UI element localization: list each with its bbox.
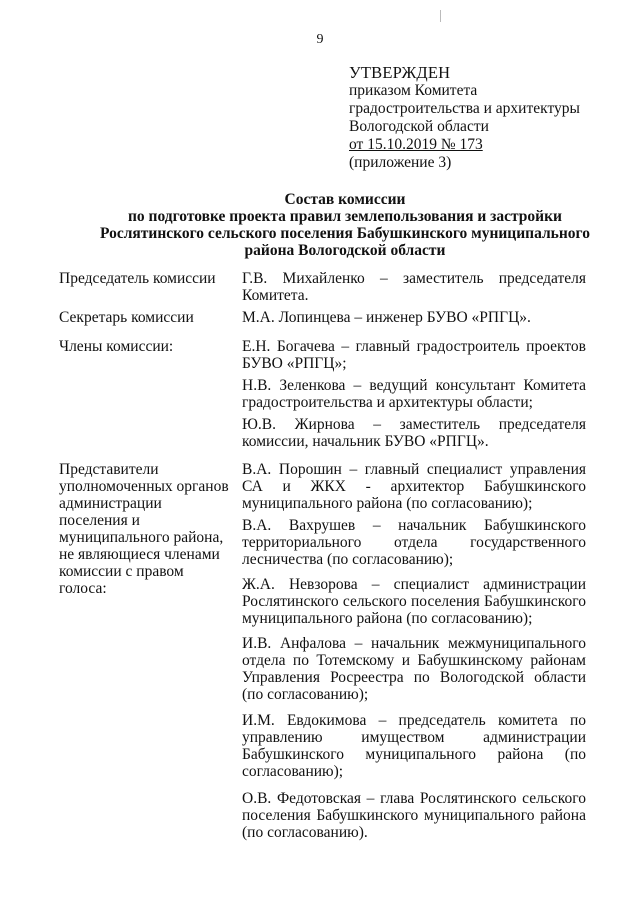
representative-entry: И.В. Анфалова – начальник межмуниципального отдела по Тотемскому и Бабушкинскому районам Управления Росреестра по Вологодской области (по согласованию); xyxy=(242,635,586,703)
representative-entry: В.А. Порошин – главный специалист управления СА и ЖКХ - архитектор Бабушкинского муниципального района (по согласованию); xyxy=(242,461,586,512)
representatives-role-line: администрации xyxy=(59,495,162,512)
chairman-role: Председатель комиссии xyxy=(59,270,216,287)
approval-line: градостроительства и архитектуры xyxy=(349,100,580,117)
secretary-role: Секретарь комиссии xyxy=(59,309,194,326)
approval-order-date-number: от 15.10.2019 № 173 xyxy=(349,136,483,153)
approval-line: приказом Комитета xyxy=(349,82,478,99)
representatives-role-line: муниципального района, xyxy=(59,529,224,546)
representative-entry: О.В. Федотовская – глава Рослятинского сельского поселения Бабушкинского муниципального района (по согласованию). xyxy=(242,790,586,841)
representatives-role-line: комиссии с правом xyxy=(59,563,184,580)
representative-entry: И.М. Евдокимова – председатель комитета по управлению имуществом администрации Бабушкинского муниципального района (по согласованию); xyxy=(242,712,586,780)
representative-entry: Ж.А. Невзорова – специалист администрации Рослятинского сельского поселения Бабушкинского муниципального района (по согласованию); xyxy=(242,576,586,627)
member-entry: Ю.В. Жирнова – заместитель председателя комиссии, начальник БУВО «РПГЦ». xyxy=(242,416,586,450)
title-line: по подготовке проекта правил землепользования и застройки xyxy=(128,208,562,225)
representatives-role-line: уполномоченных органов xyxy=(59,478,229,495)
approval-line: Вологодской области xyxy=(349,118,489,135)
representatives-role-line: голоса: xyxy=(59,580,107,597)
document-title xyxy=(90,191,600,259)
member-entry: Н.В. Зеленкова – ведущий консультант Комитета градостроительства и архитектуры области; xyxy=(242,377,586,411)
page-number: 9 xyxy=(316,32,324,47)
representatives-role-line: не являющиеся членами xyxy=(59,546,220,563)
approval-stamp: УТВЕРЖДЕН xyxy=(349,63,451,82)
title-line: района Вологодской области xyxy=(244,242,446,259)
representatives-role xyxy=(59,461,234,597)
representative-entry: В.А. Вахрушев – начальник Бабушкинского территориального отдела государственного лесничества (по согласованию); xyxy=(242,517,586,568)
member-entry: Е.Н. Богачева – главный градостроитель проектов БУВО «РПГЦ»; xyxy=(242,338,586,372)
representatives-role-line: Представители xyxy=(59,461,159,478)
secretary-person: М.А. Лопинцева – инженер БУВО «РПГЦ». xyxy=(242,309,531,326)
representatives-role-line: поселения и xyxy=(59,512,140,529)
approval-block xyxy=(349,64,580,172)
chairman-person: Г.В. Михайленко – заместитель председателя Комитета. xyxy=(242,270,586,304)
scan-artifact-mark xyxy=(440,10,441,22)
title-line: Состав комиссии xyxy=(284,191,406,208)
approval-appendix-note: (приложение 3) xyxy=(349,154,452,171)
title-line: Рослятинского сельского поселения Бабушкинского муниципального xyxy=(100,225,590,242)
members-role: Члены комиссии: xyxy=(59,338,174,355)
